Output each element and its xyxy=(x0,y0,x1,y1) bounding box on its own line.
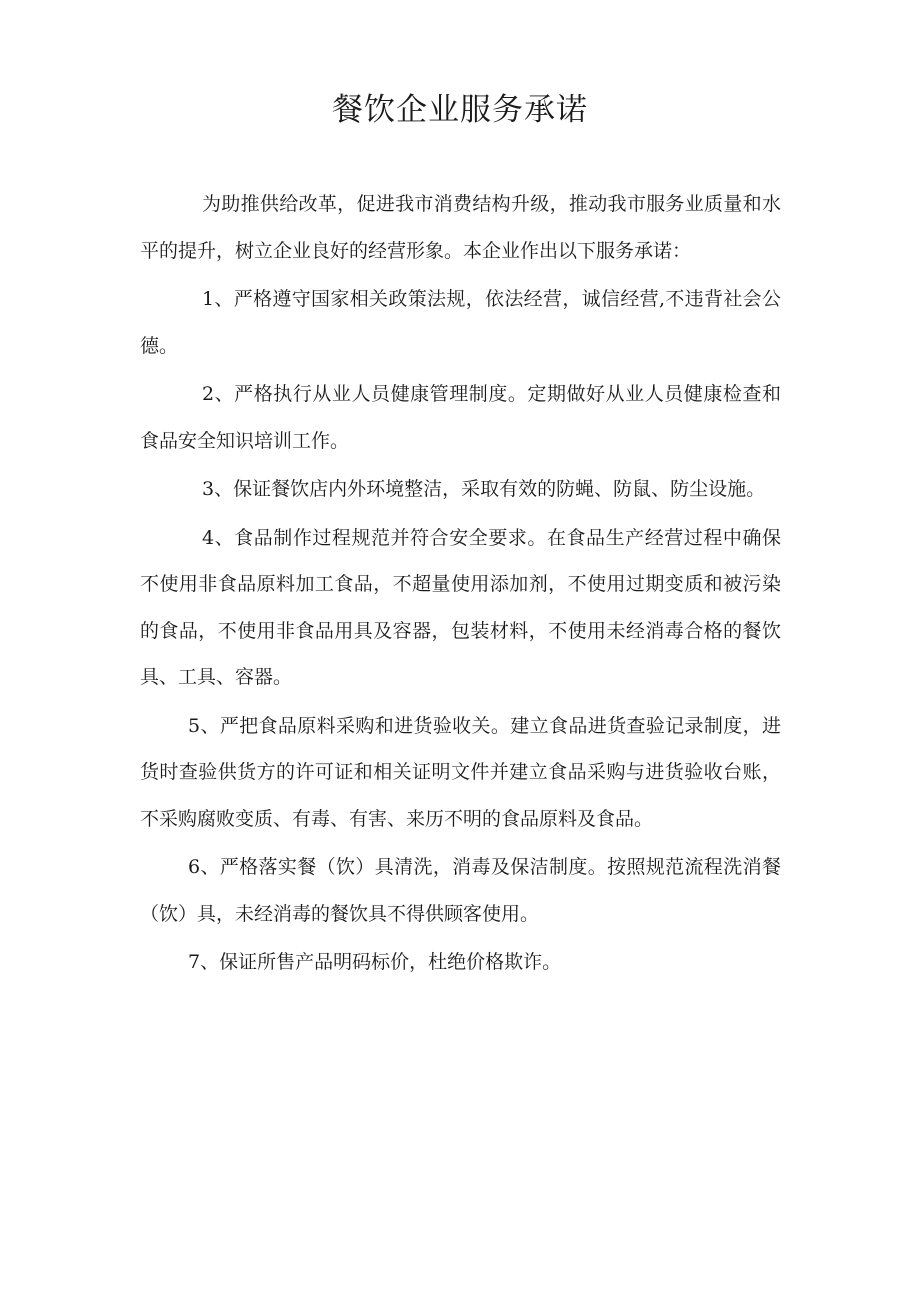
document-title: 餐饮企业服务承诺 xyxy=(332,92,588,128)
commitment-item-6: 6、严格落实餐（饮）具清洗，消毒及保洁制度。按照规范流程洗消餐（饮）具，未经消毒的餐饮具不得供顾客使用。 xyxy=(140,856,781,925)
commitment-item-4: 4、食品制作过程规范并符合安全要求。在食品生产经营过程中确保不使用非食品原料加工食品，不超量使用添加剂，不使用过期变质和被污染的食品，不使用非食品用具及容器，包装材料，不使用未经消毒合格的餐饮具、工具、容器。 xyxy=(140,526,781,688)
commitment-item-3: 3、保证餐饮店内外环境整洁，采取有效的防蝇、防鼠、防尘设施。 xyxy=(202,478,766,500)
commitment-item-7: 7、保证所售产品明码标价，杜绝价格欺诈。 xyxy=(188,951,562,973)
document-body xyxy=(140,181,781,988)
intro-paragraph: 为助推供给改革，促进我市消费结构升级，推动我市服务业质量和水平的提升，树立企业良好的经营形象。本企业作出以下服务承诺： xyxy=(140,193,781,262)
commitment-item-5: 5、严把食品原料采购和进货验收关。建立食品进货查验记录制度，进货时查验供货方的许可证和相关证明文件并建立食品采购与进货验收台账，不采购腐败变质、有毒、有害、来历不明的食品原料及食品。 xyxy=(140,714,781,830)
commitment-item-1: 1、严格遵守国家相关政策法规，依法经营，诚信经营,不违背社会公德。 xyxy=(140,288,781,357)
commitment-item-2: 2、严格执行从业人员健康管理制度。定期做好从业人员健康检查和食品安全知识培训工作。 xyxy=(140,383,781,452)
